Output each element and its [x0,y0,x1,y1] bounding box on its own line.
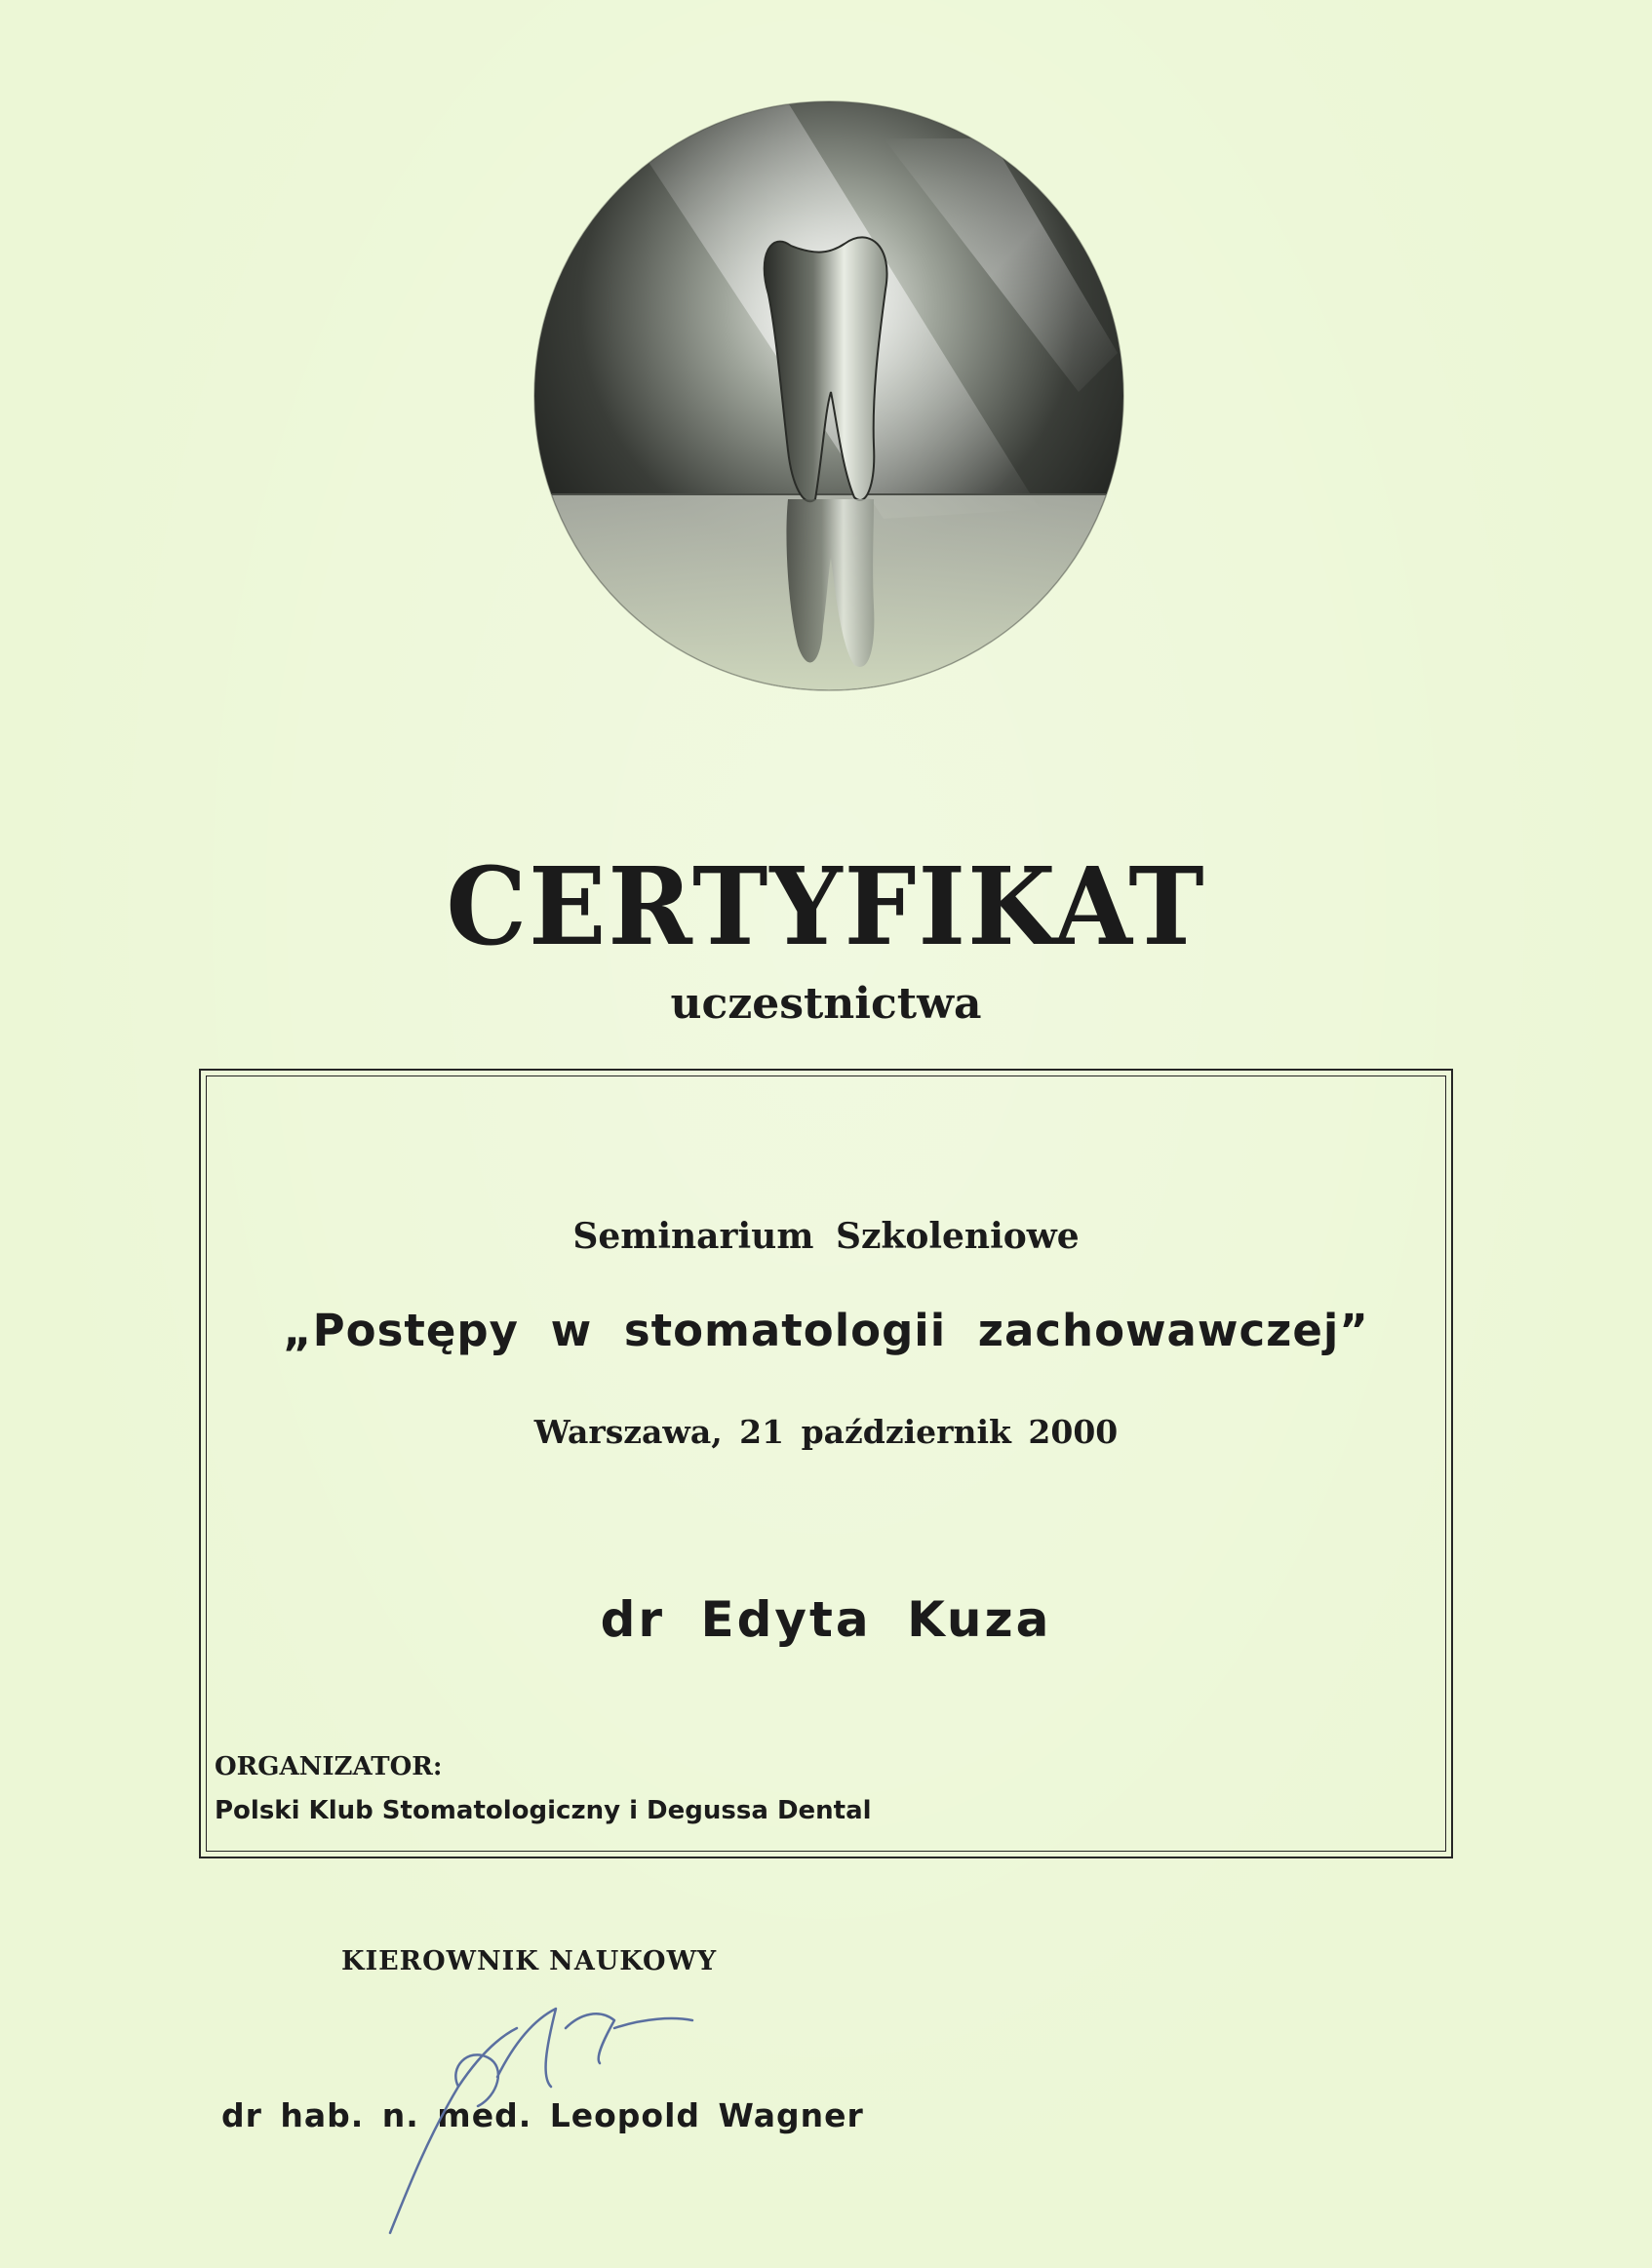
director-label: KIEROWNIK NAUKOWY [341,1946,718,1976]
place-date: Warszawa, 21 październik 2000 [533,1413,1119,1451]
course-title: „Postępy w stomatologii zachowawczej” [283,1305,1369,1356]
certificate-title: CERTYFIKAT [446,842,1206,970]
tooth-emblem-icon [532,99,1125,692]
event-type: Seminarium Szkoleniowe [572,1216,1080,1257]
organizer-name: Polski Klub Stomatologiczny i Degussa Dental [215,1796,872,1825]
certificate-frame [199,1069,1453,1858]
participant-name: dr Edyta Kuza [600,1591,1052,1648]
organizer-label: ORGANIZATOR: [215,1752,443,1781]
director-name: dr hab. n. med. Leopold Wagner [221,2096,864,2134]
certificate-subtitle: uczestnictwa [670,979,982,1029]
handwritten-signature [351,1970,741,2262]
